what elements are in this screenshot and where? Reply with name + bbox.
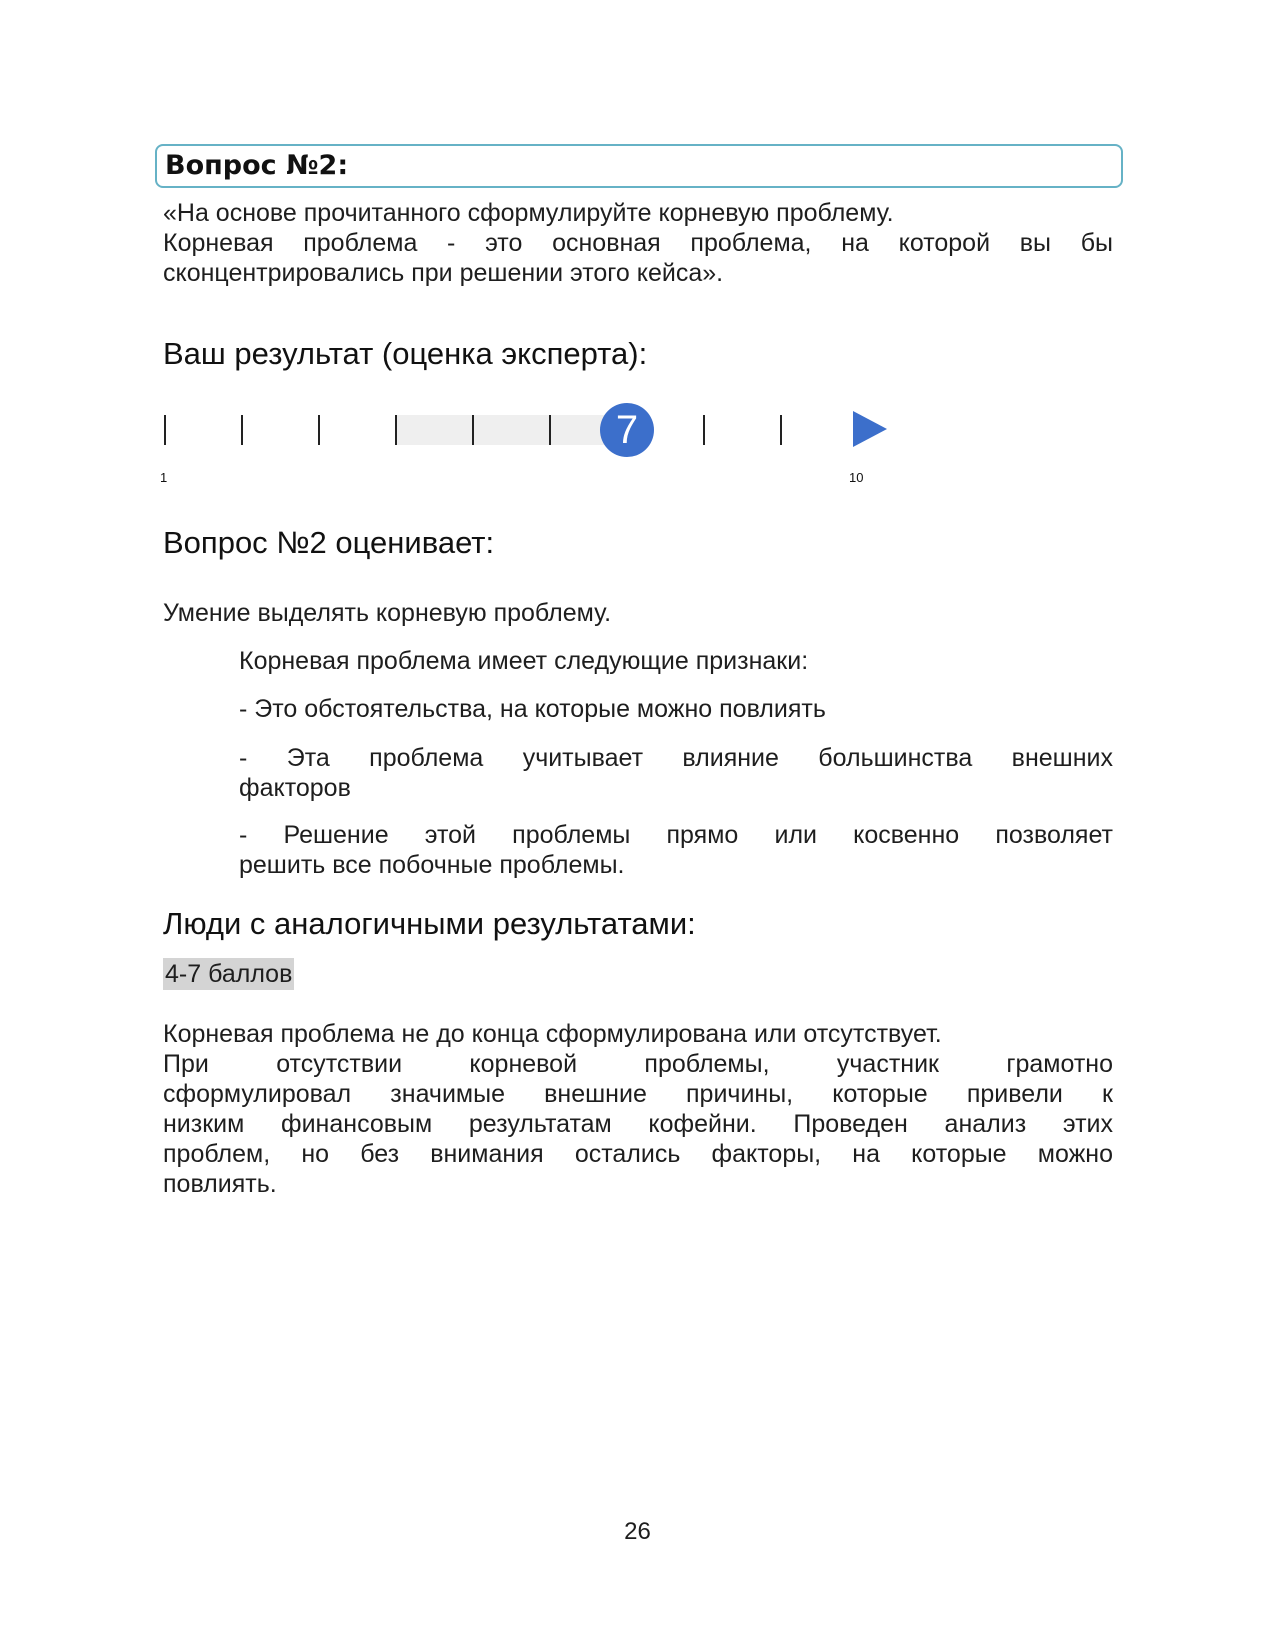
question-text-line: «На основе прочитанного сформулируйте корневую проблему.	[163, 199, 894, 227]
scale-tick	[164, 415, 166, 445]
score-marker: 7	[600, 403, 654, 457]
result-heading: Ваш результат (оценка эксперта):	[163, 336, 648, 371]
similar-heading: Люди с аналогичными результатами:	[163, 906, 696, 941]
similar-text	[163, 1019, 1113, 1199]
similar-text-line: сформулировал значимые внешние причины, которые привели к	[163, 1080, 1113, 1108]
scale-min-label: 1	[160, 470, 168, 485]
question-text	[163, 198, 1113, 288]
question-text-line: сконцентрировались при решении этого кейса».	[163, 259, 724, 287]
scale-tick	[472, 415, 474, 445]
criteria-item	[239, 820, 1113, 880]
page-number: 26	[624, 1518, 651, 1545]
question-title: Вопрос №2:	[165, 150, 349, 181]
score-scale	[160, 395, 920, 495]
evaluates-skill	[163, 598, 1113, 628]
similar-text-line: низким финансовым результатам кофейни. Проведен анализ этих	[163, 1110, 1113, 1138]
criteria-item-line: - Решение этой проблемы прямо или косвенно позволяет	[239, 821, 1113, 849]
evaluates-heading: Вопрос №2 оценивает:	[163, 525, 495, 560]
scale-tick	[780, 415, 782, 445]
scale-tick	[549, 415, 551, 445]
score-band	[395, 415, 626, 445]
criteria-item-line: решить все побочные проблемы.	[239, 851, 625, 879]
criteria-item	[239, 743, 1113, 803]
scale-max-label: 10	[849, 470, 864, 485]
criteria-item	[239, 694, 1113, 724]
criteria-item-line: - Это обстоятельства, на которые можно повлиять	[239, 695, 826, 723]
evaluates-intro	[239, 646, 1113, 676]
evaluates-skill-text: Умение выделять корневую проблему.	[163, 599, 612, 627]
scale-arrow-icon	[853, 411, 887, 447]
criteria-item-line: - Эта проблема учитывает влияние большинства внешних	[239, 744, 1113, 772]
question-text-line: Корневая проблема - это основная проблема, на которой вы бы	[163, 229, 1113, 257]
score-range-badge: 4-7 баллов	[165, 960, 293, 988]
scale-tick	[395, 415, 397, 445]
similar-text-line: проблем, но без внимания остались факторы, на которые можно	[163, 1140, 1113, 1168]
similar-text-line: Корневая проблема не до конца сформулирована или отсутствует.	[163, 1020, 942, 1048]
scale-tick	[703, 415, 705, 445]
similar-text-line: При отсутствии корневой проблемы, участник грамотно	[163, 1050, 1113, 1078]
scale-tick	[241, 415, 243, 445]
criteria-item-line: факторов	[239, 774, 351, 802]
question-title-box	[155, 144, 1123, 188]
scale-tick	[318, 415, 320, 445]
evaluates-intro-text: Корневая проблема имеет следующие признаки:	[239, 647, 809, 675]
similar-text-line: повлиять.	[163, 1170, 277, 1198]
